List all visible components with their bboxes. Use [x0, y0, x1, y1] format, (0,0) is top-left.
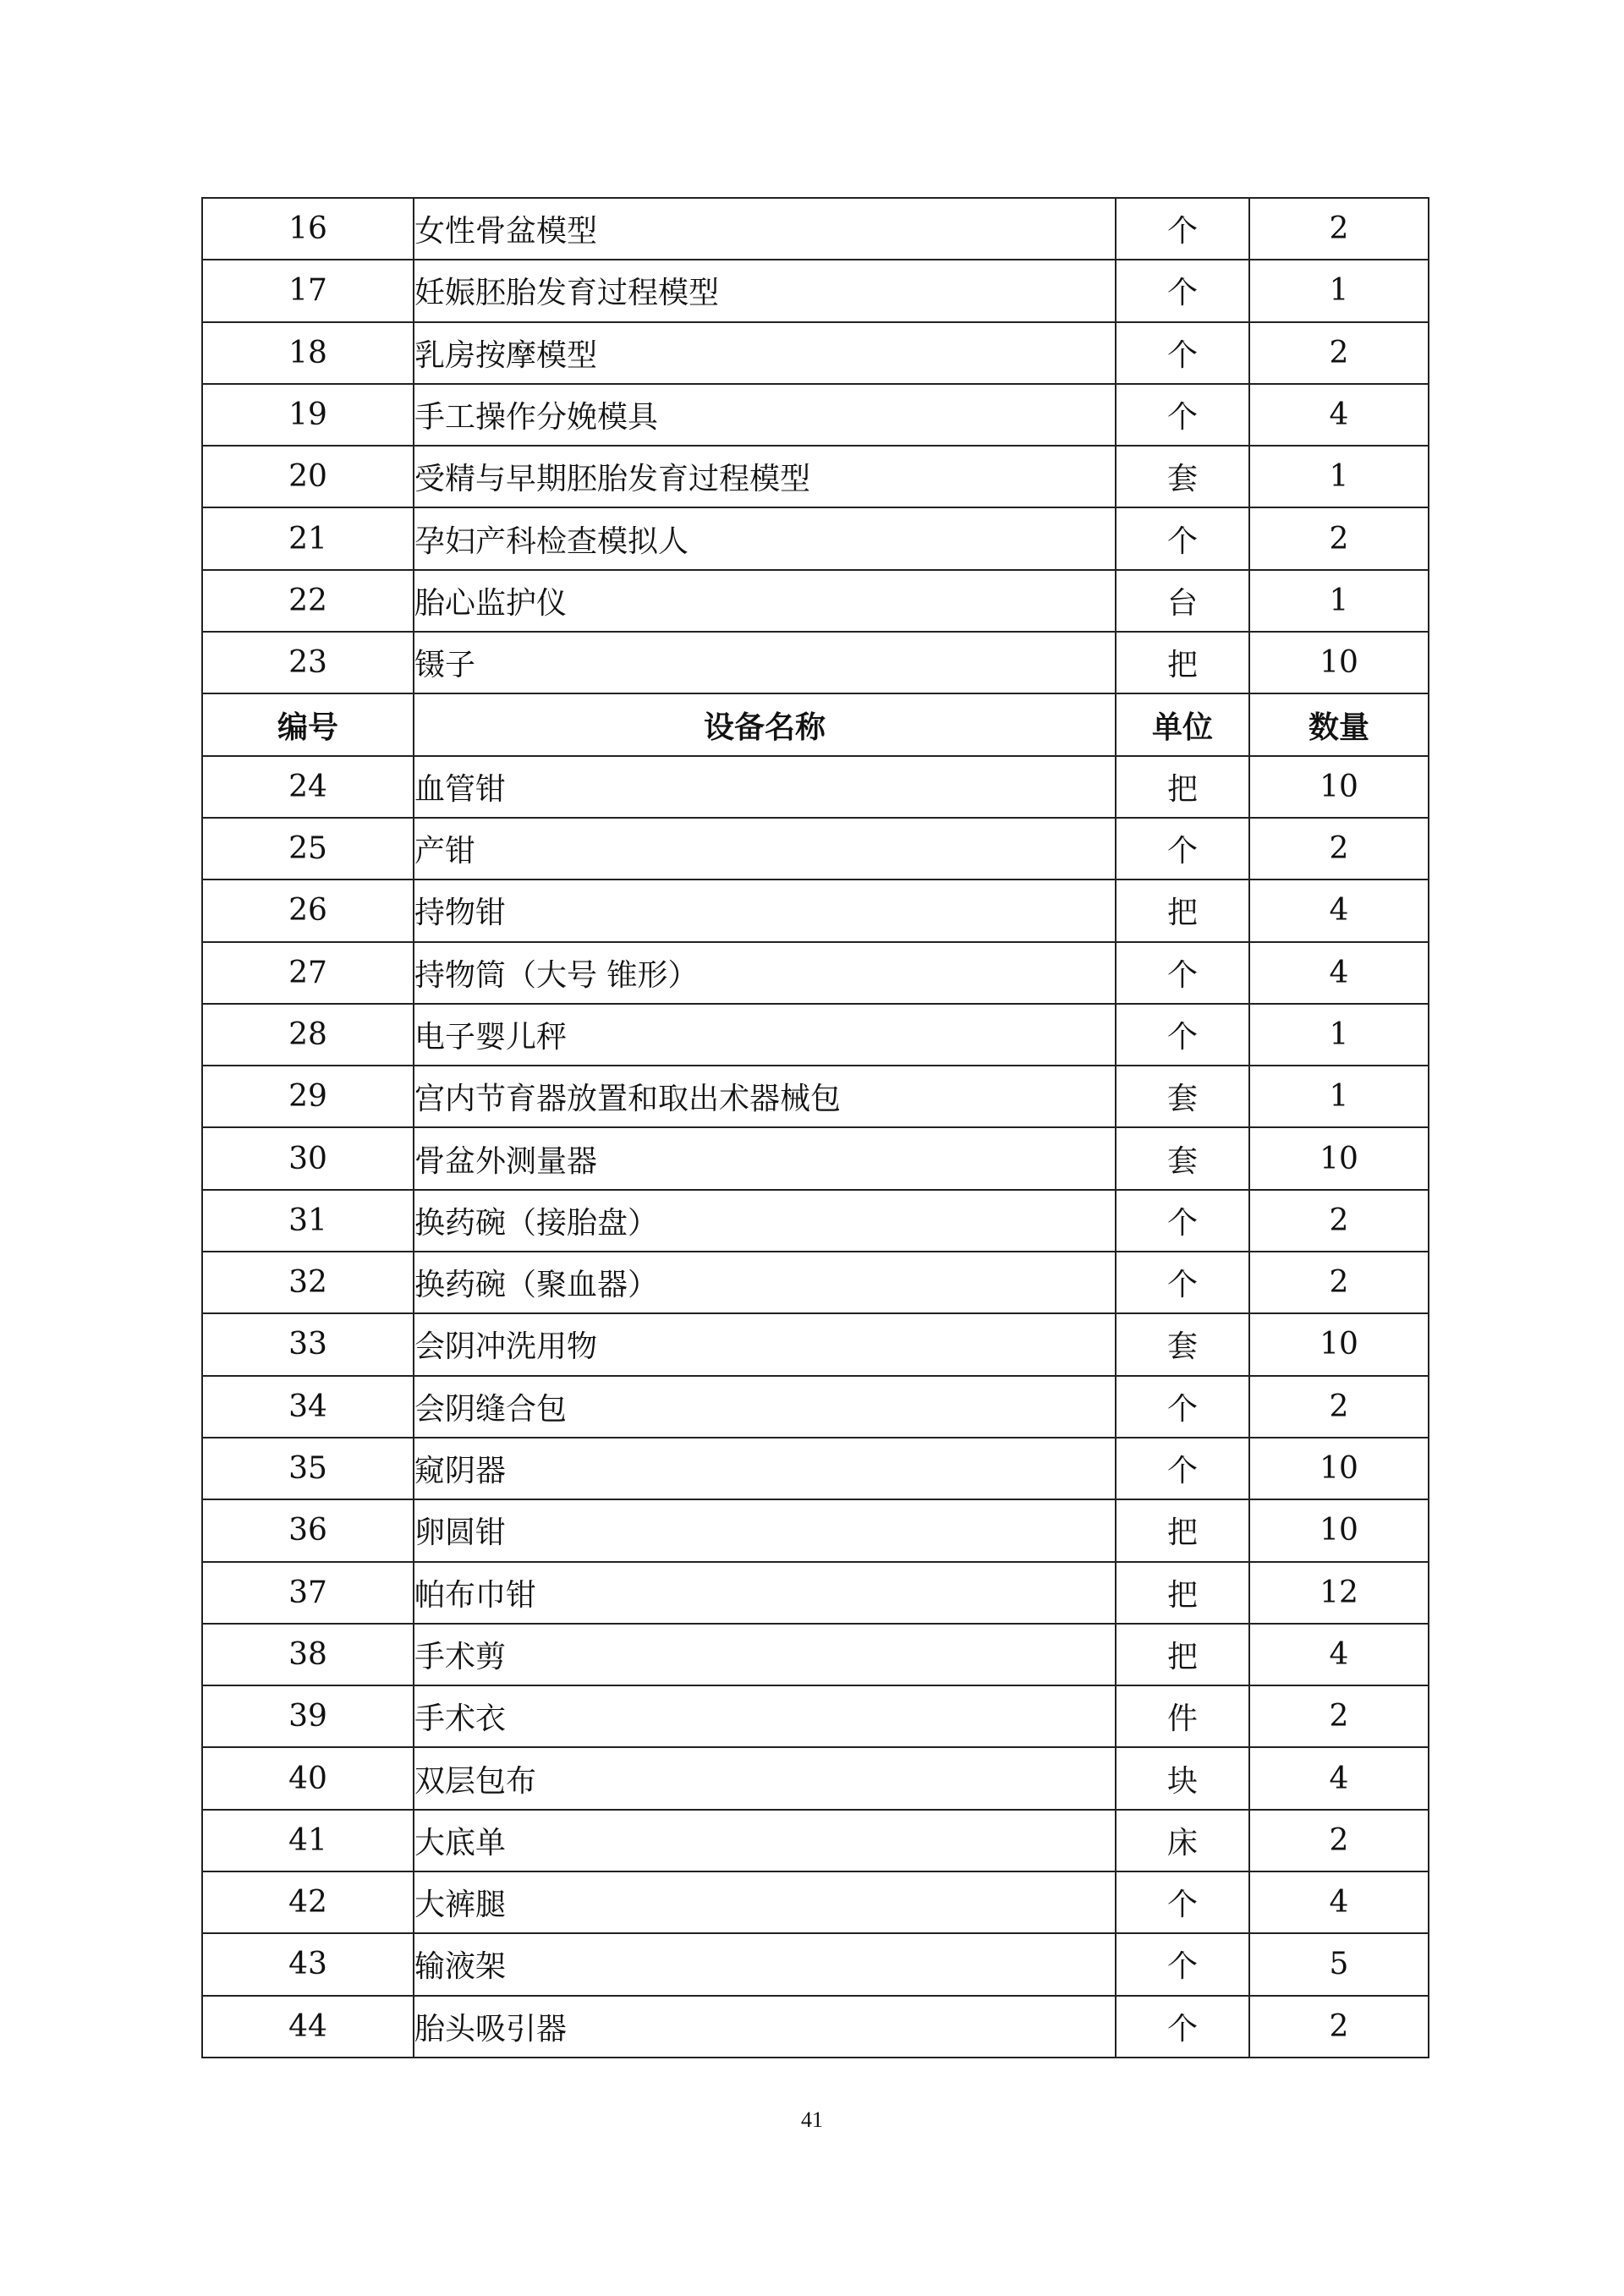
row-number: 25 — [202, 818, 414, 879]
row-number: 44 — [202, 1996, 414, 2058]
row-number: 17 — [202, 260, 414, 321]
row-equipment-name: 大底单 — [414, 1810, 1116, 1871]
row-unit: 个 — [1116, 1376, 1249, 1438]
row-unit: 台 — [1116, 570, 1249, 632]
row-number: 24 — [202, 756, 414, 818]
row-number: 22 — [202, 570, 414, 632]
row-equipment-name: 血管钳 — [414, 756, 1116, 818]
row-unit: 个 — [1116, 1933, 1249, 1995]
row-equipment-name: 女性骨盆模型 — [414, 198, 1116, 260]
row-unit: 套 — [1116, 1313, 1249, 1375]
table-row — [202, 818, 1429, 879]
row-unit: 床 — [1116, 1810, 1249, 1871]
row-number: 31 — [202, 1190, 414, 1252]
row-number: 36 — [202, 1499, 414, 1561]
header-quantity: 数量 — [1249, 693, 1429, 755]
row-equipment-name: 会阴缝合包 — [414, 1376, 1116, 1438]
row-quantity: 1 — [1249, 446, 1429, 507]
row-number: 16 — [202, 198, 414, 260]
table-row — [202, 507, 1429, 569]
table-row — [202, 1438, 1429, 1499]
row-quantity: 10 — [1249, 1499, 1429, 1561]
row-number: 19 — [202, 384, 414, 446]
row-equipment-name: 乳房按摩模型 — [414, 322, 1116, 384]
table-row — [202, 384, 1429, 446]
table-row — [202, 1871, 1429, 1933]
table-row — [202, 198, 1429, 260]
row-quantity: 2 — [1249, 198, 1429, 260]
row-quantity: 4 — [1249, 879, 1429, 941]
header-unit: 单位 — [1116, 693, 1249, 755]
header-number: 编号 — [202, 693, 414, 755]
row-number: 42 — [202, 1871, 414, 1933]
row-number: 27 — [202, 942, 414, 1004]
row-unit: 个 — [1116, 942, 1249, 1004]
row-quantity: 4 — [1249, 1624, 1429, 1685]
row-equipment-name: 骨盆外测量器 — [414, 1127, 1116, 1189]
row-equipment-name: 帕布巾钳 — [414, 1562, 1116, 1624]
row-equipment-name: 妊娠胚胎发育过程模型 — [414, 260, 1116, 321]
row-quantity: 4 — [1249, 942, 1429, 1004]
table-row — [202, 632, 1429, 693]
row-equipment-name: 卵圆钳 — [414, 1499, 1116, 1561]
row-quantity: 1 — [1249, 570, 1429, 632]
row-unit: 个 — [1116, 322, 1249, 384]
row-unit: 个 — [1116, 260, 1249, 321]
row-quantity: 4 — [1249, 384, 1429, 446]
row-equipment-name: 胎心监护仪 — [414, 570, 1116, 632]
row-unit: 个 — [1116, 1252, 1249, 1313]
row-equipment-name: 孕妇产科检查模拟人 — [414, 507, 1116, 569]
table-row — [202, 1066, 1429, 1127]
row-number: 41 — [202, 1810, 414, 1871]
row-quantity: 4 — [1249, 1871, 1429, 1933]
row-quantity: 1 — [1249, 1004, 1429, 1066]
table-row — [202, 879, 1429, 941]
row-equipment-name: 电子婴儿秤 — [414, 1004, 1116, 1066]
row-number: 40 — [202, 1747, 414, 1809]
table-body-after-header — [202, 756, 1429, 2058]
row-number: 26 — [202, 879, 414, 941]
table-row — [202, 1376, 1429, 1438]
row-unit: 个 — [1116, 507, 1249, 569]
header-equipment-name: 设备名称 — [414, 693, 1116, 755]
table-body-before-header — [202, 198, 1429, 693]
row-number: 30 — [202, 1127, 414, 1189]
row-quantity: 1 — [1249, 1066, 1429, 1127]
row-equipment-name: 持物筒（大号 锥形） — [414, 942, 1116, 1004]
row-unit: 套 — [1116, 1127, 1249, 1189]
row-unit: 块 — [1116, 1747, 1249, 1809]
row-equipment-name: 受精与早期胚胎发育过程模型 — [414, 446, 1116, 507]
table-row — [202, 1004, 1429, 1066]
row-number: 28 — [202, 1004, 414, 1066]
row-quantity: 2 — [1249, 1996, 1429, 2058]
equipment-table — [201, 197, 1429, 2058]
row-unit: 套 — [1116, 1066, 1249, 1127]
row-quantity: 2 — [1249, 1376, 1429, 1438]
row-equipment-name: 会阴冲洗用物 — [414, 1313, 1116, 1375]
table-row — [202, 260, 1429, 321]
row-unit: 把 — [1116, 756, 1249, 818]
table-row — [202, 322, 1429, 384]
row-unit: 个 — [1116, 1871, 1249, 1933]
row-number: 29 — [202, 1066, 414, 1127]
table-row — [202, 1810, 1429, 1871]
table-row — [202, 1127, 1429, 1189]
row-equipment-name: 手术剪 — [414, 1624, 1116, 1685]
row-unit: 把 — [1116, 1562, 1249, 1624]
row-equipment-name: 窥阴器 — [414, 1438, 1116, 1499]
table-row — [202, 1996, 1429, 2058]
row-number: 39 — [202, 1685, 414, 1747]
row-unit: 个 — [1116, 1004, 1249, 1066]
row-unit: 件 — [1116, 1685, 1249, 1747]
row-quantity: 10 — [1249, 756, 1429, 818]
row-number: 20 — [202, 446, 414, 507]
row-number: 43 — [202, 1933, 414, 1995]
row-quantity: 2 — [1249, 322, 1429, 384]
row-unit: 把 — [1116, 879, 1249, 941]
row-unit: 把 — [1116, 1624, 1249, 1685]
row-equipment-name: 产钳 — [414, 818, 1116, 879]
table-row — [202, 1190, 1429, 1252]
row-quantity: 10 — [1249, 1438, 1429, 1499]
row-quantity: 2 — [1249, 1252, 1429, 1313]
row-number: 21 — [202, 507, 414, 569]
table-row — [202, 942, 1429, 1004]
row-unit: 个 — [1116, 384, 1249, 446]
table-row — [202, 1933, 1429, 1995]
row-quantity: 5 — [1249, 1933, 1429, 1995]
row-equipment-name: 宫内节育器放置和取出术器械包 — [414, 1066, 1116, 1127]
row-number: 23 — [202, 632, 414, 693]
row-unit: 个 — [1116, 1996, 1249, 2058]
row-equipment-name: 输液架 — [414, 1933, 1116, 1995]
row-quantity: 4 — [1249, 1747, 1429, 1809]
row-equipment-name: 镊子 — [414, 632, 1116, 693]
row-quantity: 1 — [1249, 260, 1429, 321]
table-row — [202, 1499, 1429, 1561]
row-quantity: 2 — [1249, 507, 1429, 569]
table-row — [202, 1747, 1429, 1809]
row-quantity: 12 — [1249, 1562, 1429, 1624]
row-number: 38 — [202, 1624, 414, 1685]
row-quantity: 2 — [1249, 1685, 1429, 1747]
row-quantity: 2 — [1249, 1190, 1429, 1252]
row-quantity: 10 — [1249, 1127, 1429, 1189]
row-unit: 个 — [1116, 1438, 1249, 1499]
row-unit: 个 — [1116, 1190, 1249, 1252]
row-equipment-name: 大裤腿 — [414, 1871, 1116, 1933]
row-number: 18 — [202, 322, 414, 384]
row-unit: 把 — [1116, 1499, 1249, 1561]
table-row — [202, 446, 1429, 507]
row-equipment-name: 胎头吸引器 — [414, 1996, 1116, 2058]
table-row — [202, 756, 1429, 818]
row-equipment-name: 双层包布 — [414, 1747, 1116, 1809]
row-unit: 个 — [1116, 198, 1249, 260]
row-quantity: 10 — [1249, 632, 1429, 693]
table-row — [202, 1313, 1429, 1375]
row-number: 35 — [202, 1438, 414, 1499]
row-quantity: 10 — [1249, 1313, 1429, 1375]
table-row — [202, 1562, 1429, 1624]
row-number: 32 — [202, 1252, 414, 1313]
row-number: 37 — [202, 1562, 414, 1624]
row-number: 33 — [202, 1313, 414, 1375]
row-quantity: 2 — [1249, 1810, 1429, 1871]
table-row — [202, 1685, 1429, 1747]
table-header-group — [202, 693, 1429, 755]
row-equipment-name: 手工操作分娩模具 — [414, 384, 1116, 446]
table-header-row — [202, 693, 1429, 755]
row-equipment-name: 手术衣 — [414, 1685, 1116, 1747]
row-equipment-name: 换药碗（聚血器） — [414, 1252, 1116, 1313]
row-number: 34 — [202, 1376, 414, 1438]
page-number: 41 — [801, 2107, 823, 2132]
row-unit: 把 — [1116, 632, 1249, 693]
table-row — [202, 1624, 1429, 1685]
row-unit: 个 — [1116, 818, 1249, 879]
table-row — [202, 570, 1429, 632]
table-row — [202, 1252, 1429, 1313]
row-equipment-name: 换药碗（接胎盘） — [414, 1190, 1116, 1252]
row-equipment-name: 持物钳 — [414, 879, 1116, 941]
row-quantity: 2 — [1249, 818, 1429, 879]
row-unit: 套 — [1116, 446, 1249, 507]
